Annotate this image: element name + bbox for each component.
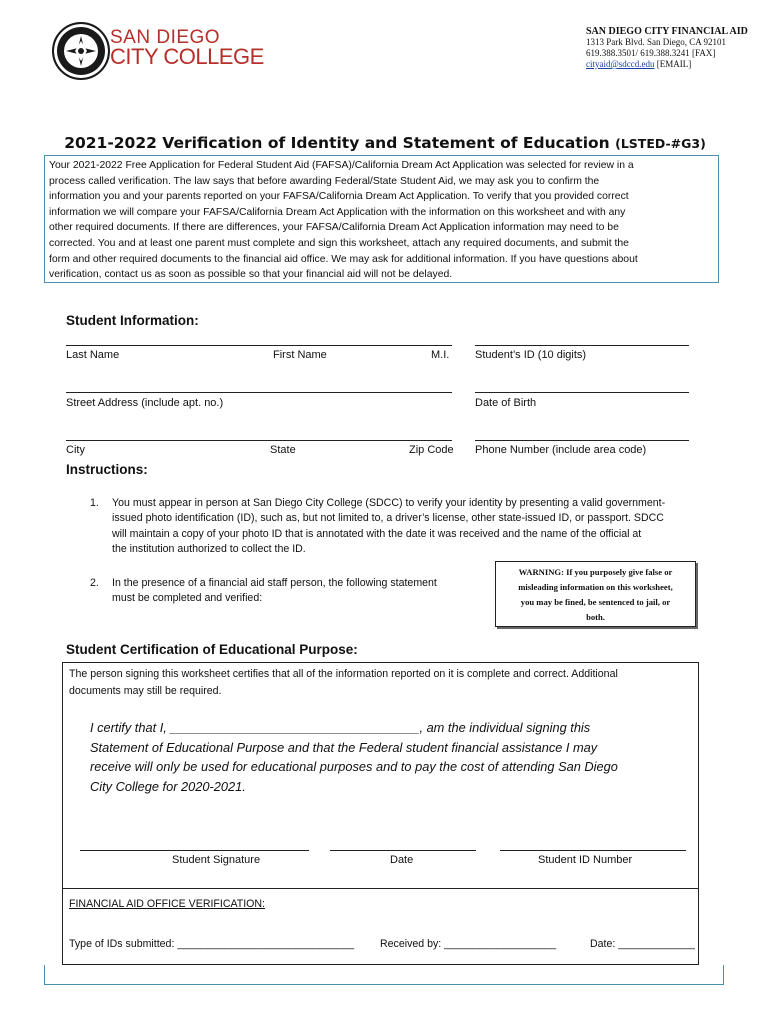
student-id-number-label: Student ID Number: [538, 854, 633, 866]
instruction-item-1: [112, 496, 717, 558]
mi-label: M.I.: [431, 349, 450, 361]
certification-intro-line: The person signing this worksheet certifies that all of the information reported on it is complete and correct. Additional: [69, 668, 618, 680]
intro-line: form and other required documents to the financial aid office. We may ask for additional information. If you have questions about: [49, 253, 638, 265]
certification-intro: [69, 666, 694, 700]
phone-field-line[interactable]: [475, 440, 689, 441]
statement-line: City College for 2020-2021.: [90, 778, 246, 794]
statement-line: receive will only be used for educational purposes and to pay the cost of attending San Diego: [90, 759, 618, 774]
instruction-number: 2.: [90, 577, 99, 589]
name-field-line[interactable]: [66, 345, 452, 346]
intro-line: other required documents. If there are differences, your FAFSA/California Dream Act Application information may need to be: [49, 222, 619, 234]
form-code: (LSTED-#G3): [615, 136, 706, 151]
statement-line: Statement of Educational Purpose and that the Federal student financial assistance I may: [90, 739, 598, 755]
received-by-field[interactable]: Received by: ___________________: [380, 938, 557, 950]
instruction-item-2: [112, 576, 482, 607]
student-id-label: Student’s ID (10 digits): [475, 349, 587, 361]
college-seal-logo: [52, 22, 110, 80]
date-label: Date: [390, 854, 414, 866]
first-name-label: First Name: [273, 349, 327, 361]
intro-line: corrected. You and at least one parent must complete and sign this worksheet, attach any required documents, and submit the: [49, 237, 629, 249]
dob-field-line[interactable]: [475, 392, 689, 393]
city-state-zip-field-line[interactable]: [66, 440, 452, 441]
street-address-label: Street Address (include apt. no.): [66, 397, 224, 409]
certification-statement: [90, 718, 690, 796]
office-date-field[interactable]: Date: _____________: [590, 938, 695, 950]
office-phone-fax: 619.388.3501/ 619.388.3241 [FAX]: [586, 48, 716, 58]
intro-line: verification, contact us as soon as possible so that your financial aid will not be delayed.: [49, 269, 453, 281]
id-type-field[interactable]: Type of IDs submitted: ______________________________: [69, 938, 355, 950]
warning-line: WARNING: If you purposely give false or: [518, 567, 673, 577]
office-verification-heading: FINANCIAL AID OFFICE VERIFICATION:: [69, 898, 266, 910]
certification-box: [62, 662, 699, 965]
intro-paragraph-box: [44, 155, 719, 283]
student-id-number-field-line[interactable]: [500, 850, 686, 851]
bottom-border: [44, 965, 724, 985]
instructions-heading: Instructions:: [66, 462, 148, 477]
certification-heading: Student Certification of Educational Purpose:: [66, 642, 358, 657]
instruction-line: will maintain a copy of your photo ID that is annotated with the date it was received and the name of the official at: [112, 527, 642, 540]
warning-box: [495, 561, 696, 627]
instruction-line: In the presence of a financial aid staff person, the following statement: [112, 577, 437, 589]
date-field-line[interactable]: [330, 850, 476, 851]
intro-line: process called verification. The law says that before awarding Federal/State Student Aid, we may ask you to confirm the: [49, 175, 600, 187]
student-info-heading: Student Information:: [66, 313, 199, 328]
street-address-field-line[interactable]: [66, 392, 452, 393]
star-emblem-icon: [54, 24, 108, 78]
last-name-label: Last Name: [66, 349, 120, 361]
student-id-field-line[interactable]: [475, 345, 689, 346]
intro-line: Your 2021-2022 Free Application for Federal Student Aid (FAFSA)/California Dream Act Application was selected for review in a: [49, 160, 634, 171]
certification-intro-line: documents may still be required.: [69, 685, 222, 697]
office-address: 1313 Park Blvd. San Diego, CA 92101: [586, 37, 727, 47]
statement-line: I certify that I, ___________________________________, am the individual signing this: [90, 720, 591, 735]
intro-line: information we will compare your FAFSA/California Dream Act Application with the information on this worksheet and with any: [49, 206, 626, 218]
instruction-line: must be completed and verified:: [112, 592, 263, 605]
college-name-line2: CITY COLLEGE: [110, 44, 264, 69]
city-label: City: [66, 444, 85, 456]
warning-line: misleading information on this worksheet,: [518, 582, 673, 592]
office-title: SAN DIEGO CITY FINANCIAL AID: [586, 26, 748, 37]
section-divider: [62, 888, 699, 889]
office-contact-block: [586, 26, 748, 70]
instruction-line: the institution authorized to collect the ID.: [112, 543, 306, 556]
signature-label: Student Signature: [172, 854, 261, 866]
zip-label: Zip Code: [409, 444, 454, 456]
dob-label: Date of Birth: [475, 397, 537, 409]
phone-label: Phone Number (include area code): [475, 444, 647, 456]
warning-line: you may be fined, be sentenced to jail, or: [520, 597, 671, 607]
office-email-tag: [EMAIL]: [656, 59, 692, 69]
warning-line: both.: [586, 612, 605, 622]
instruction-line: issued photo identification (ID), such as, but not limited to, a driver’s license, other state-issued ID, or passport. SDCC: [112, 512, 664, 525]
signature-field-line[interactable]: [80, 850, 309, 851]
intro-line: information you and your parents reported on your FAFSA/California Dream Act Application. To verify that you provided correct: [49, 191, 629, 203]
page-title: [0, 134, 770, 152]
office-email-link[interactable]: cityaid@sdccd.edu: [586, 59, 655, 69]
instruction-line: You must appear in person at San Diego City College (SDCC) to verify your identity by presenting a valid government-: [112, 497, 666, 509]
title-main: 2021-2022 Verification of Identity and Statement of Education: [64, 134, 610, 152]
state-label: State: [270, 444, 296, 456]
instruction-number: 1.: [90, 497, 99, 509]
college-name-line1: SAN DIEGO: [110, 27, 221, 48]
